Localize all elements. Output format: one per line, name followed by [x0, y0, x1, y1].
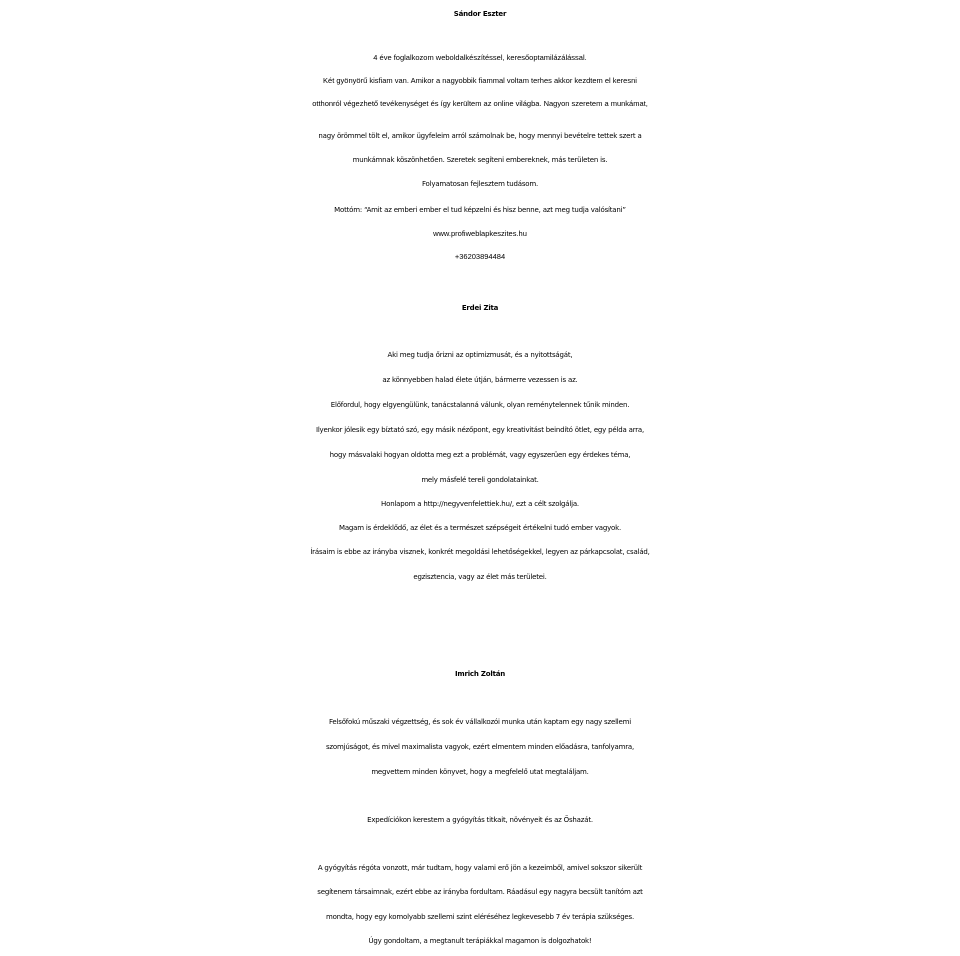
paragraph-line: Felsőfokú műszaki végzettség, és sok év vállalkozói munka után kaptam egy nagy szellemi: [328, 718, 632, 726]
paragraph-line: megvettem minden könyvet, hogy a megfelelő utat megtaláljam.: [371, 768, 589, 776]
paragraph-line: Aki meg tudja őrizni az optimizmusát, és a nyitottságát,: [387, 351, 573, 359]
paragraph-line: Úgy gondoltam, a megtanult terápiákkal magamon is dolgozhatok!: [368, 937, 592, 945]
phone-number: +36203894484: [454, 252, 506, 261]
paragraph-line: segítenem társaimnak, ezért ebbe az irányba fordultam. Ráadásul egy nagyra becsült tanítóm azt: [317, 888, 643, 896]
section-title: Erdei Zita: [461, 304, 499, 312]
paragraph-line: szomjúságot, és mivel maximalista vagyok, ezért elmentem minden előadásra, tanfolyamra,: [325, 743, 634, 751]
paragraph-line: Expedíciókon kerestem a gyógyítás titkait, növényeit és az Őshazát.: [367, 816, 593, 824]
section-title: Sándor Eszter: [453, 10, 507, 18]
motto-line: Mottóm: “Amit az emberi ember el tud képzelni és hisz benne, azt meg tudja valósítani”: [334, 206, 626, 214]
paragraph-line: otthonról végezhető tevékenységet és így kerültem az online világba. Nagyon szeretem a munkámat,: [312, 99, 648, 108]
paragraph-line: hogy másvalaki hogyan oldotta meg ezt a problémát, vagy egyszerüen egy érdekes téma,: [329, 451, 631, 459]
paragraph-line: Ilyenkor jólesik egy bíztató szó, egy másik nézőpont, egy kreativitást beindító ötlet, egy példa arra,: [315, 426, 645, 434]
paragraph-line: mondta, hogy egy komolyabb szellemi szint eléréséhez legkevesebb 7 év terápia szükséges.: [325, 913, 635, 921]
paragraph-line: egzisztencia, vagy az élet más területei.: [413, 573, 547, 581]
paragraph-line: Előfordul, hogy elgyengülünk, tanácstalanná válunk, olyan reménytelennek tűnik minden.: [330, 401, 630, 409]
paragraph-line: Magam is érdeklődő, az élet és a természet szépségeit értékelni tudó ember vagyok.: [338, 524, 621, 532]
paragraph-line: mely másfelé tereli gondolatainkat.: [421, 476, 539, 484]
paragraph-line: Írásaim is ebbe az irányba visznek, konkrét megoldási lehetőségekkel, legyen az párkapcsolat, család,: [310, 548, 650, 556]
paragraph-line: Két gyönyörű kisfiam van. Amikor a nagyobbik fiammal voltam terhes akkor kezdtem el keresni: [323, 76, 637, 85]
paragraph-line: munkámnak köszönhetően. Szeretek segíteni embereknek, más területen is.: [352, 156, 608, 164]
paragraph-line: Honlapom a http://negyvenfelettiek.hu/, ezt a célt szolgálja.: [381, 500, 579, 508]
paragraph-line: nagy örömmel tölt el, amikor ügyfeleim arról számolnak be, hogy mennyi bevételre tettek szert a: [318, 132, 642, 140]
website-link[interactable]: www.profiweblapkeszites.hu: [433, 229, 527, 238]
paragraph-line: 4 éve foglalkozom weboldalkészítéssel, keresőoptamilázálással.: [373, 53, 587, 62]
paragraph-line: Folyamatosan fejlesztem tudásom.: [421, 180, 539, 188]
section-title: Imrich Zoltán: [454, 670, 506, 678]
paragraph-line: az könnyebben halad élete útján, bármerre vezessen is az.: [382, 376, 578, 384]
paragraph-line: A gyógyítás régóta vonzott, már tudtam, hogy valami erő jön a kezeimből, amivel sokszor sikerült: [317, 864, 643, 872]
